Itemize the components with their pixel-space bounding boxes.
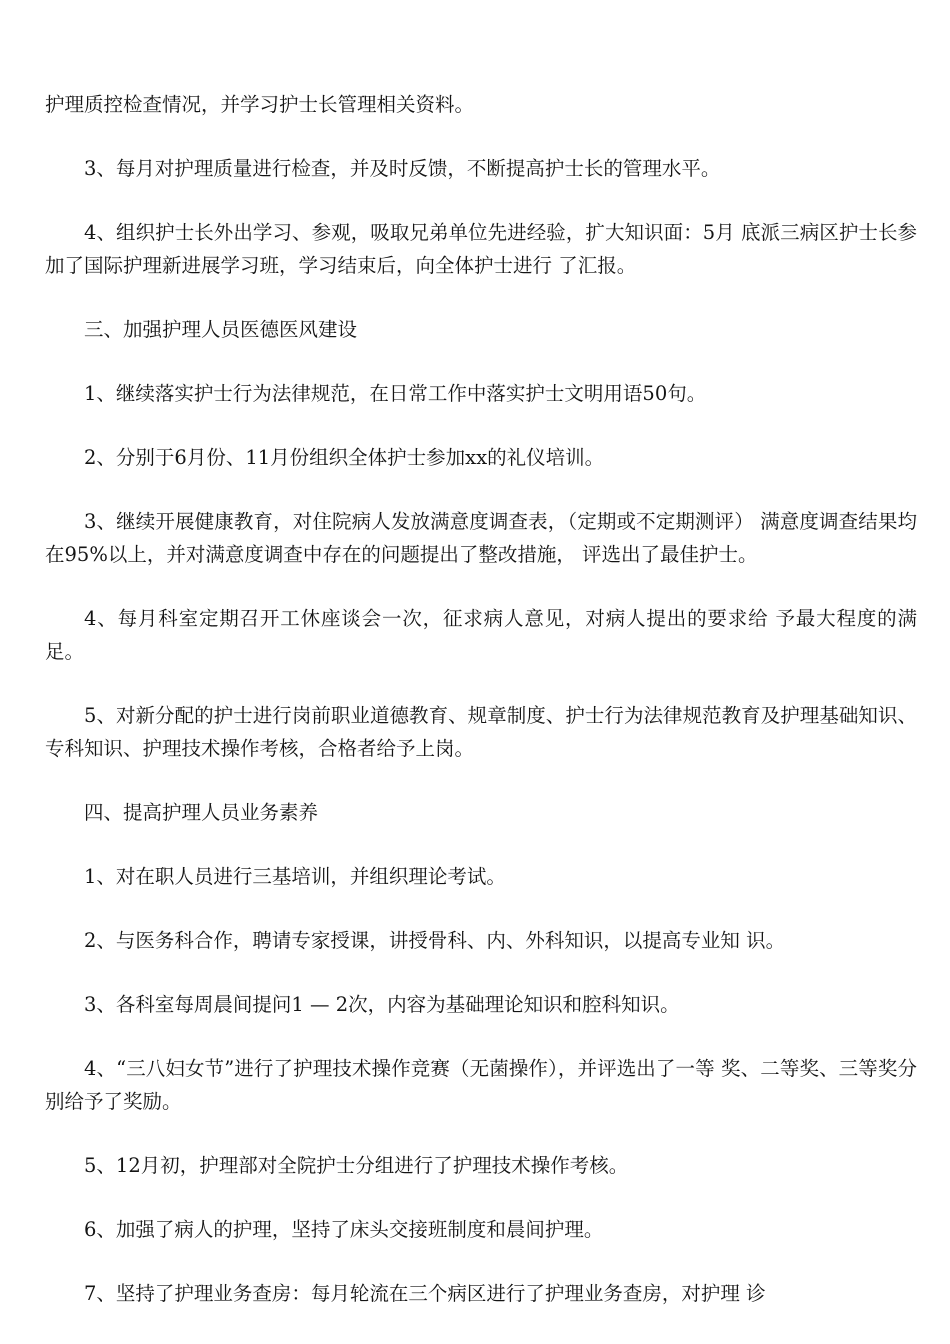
paragraph-item-4: 4、每月科室定期召开工休座谈会一次，征求病人意见，对病人提出的要求给 予最大程度的满足。 bbox=[45, 607, 917, 663]
document-body bbox=[45, 88, 917, 1341]
paragraph-item-7: 7、坚持了护理业务查房：每月轮流在三个病区进行了护理业务查房，对护理 诊 bbox=[84, 1282, 766, 1305]
paragraph-item-1: 1、继续落实护士行为法律规范，在日常工作中落实护士文明用语50句。 bbox=[84, 382, 707, 405]
paragraph-item-6: 6、加强了病人的护理，坚持了床头交接班制度和晨间护理。 bbox=[84, 1218, 604, 1241]
section-heading-4: 四、提高护理人员业务素养 bbox=[84, 801, 319, 824]
section-heading-3: 三、加强护理人员医德医风建设 bbox=[84, 318, 358, 341]
paragraph-continuation: 护理质控检查情况，并学习护士长管理相关资料。 bbox=[45, 93, 475, 116]
paragraph-item-4: 4、组织护士长外出学习、参观，吸取兄弟单位先进经验，扩大知识面：5月 底派三病区护士长参加了国际护理新进展学习班，学习结束后，向全体护士进行 了汇报。 bbox=[45, 221, 917, 277]
paragraph-item-5: 5、对新分配的护士进行岗前职业道德教育、规章制度、护士行为法律规范教育及护理基础知识、专科知识、护理技术操作考核，合格者给予上岗。 bbox=[45, 704, 917, 760]
paragraph-item-3: 3、各科室每周晨间提问1 — 2次，内容为基础理论知识和腔科知识。 bbox=[84, 993, 680, 1016]
paragraph-item-3: 3、每月对护理质量进行检查，并及时反馈，不断提高护士长的管理水平。 bbox=[84, 157, 721, 180]
paragraph-item-1: 1、对在职人员进行三基培训，并组织理论考试。 bbox=[84, 865, 506, 888]
paragraph-item-2: 2、分别于6月份、11月份组织全体护士参加xx的礼仪培训。 bbox=[84, 446, 605, 469]
paragraph-item-5: 5、12月初，护理部对全院护士分组进行了护理技术操作考核。 bbox=[84, 1154, 629, 1177]
paragraph-item-3: 3、继续开展健康教育，对住院病人发放满意度调查表，（定期或不定期测评） 满意度调查结果均在95%以上，并对满意度调查中存在的问题提出了整改措施， 评选出了最佳护士。 bbox=[45, 510, 917, 566]
paragraph-item-4: 4、“三八妇女节”进行了护理技术操作竞赛（无菌操作），并评选出了一等 奖、二等奖、三等奖分别给予了奖励。 bbox=[45, 1057, 917, 1113]
paragraph-item-2: 2、与医务科合作，聘请专家授课，讲授骨科、内、外科知识，以提高专业知 识。 bbox=[84, 929, 786, 952]
